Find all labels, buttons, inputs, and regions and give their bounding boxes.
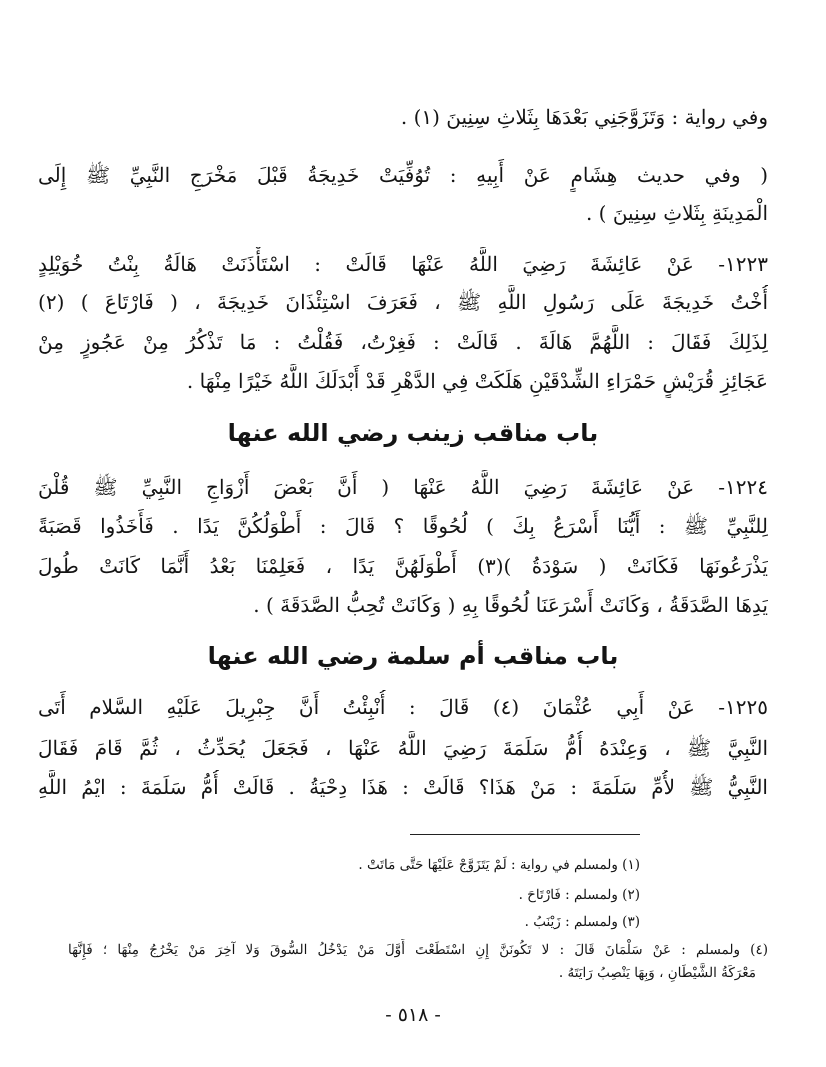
footnote-4-line-2: مَعْرَكَةُ الشَّيْطَانِ ، وَبِهَا يَنْصِبُ رَايَتَهُ . <box>558 965 756 981</box>
hadith-1224-line-3: يَذْرَعُونَهَا فَكَانَتْ ( سَوْدَةُ )(٣) أَطْوَلَهُنَّ يَدًا ، فَعَلِمْنَا بَعْدُ أَنَّمَا كَانَتْ طُولَ <box>38 554 768 578</box>
footnote-3: (٣) ولمسلم : زَيْنَبُ . <box>524 914 640 930</box>
footnote-4-line-1: (٤) ولمسلم : عَنْ سَلْمَانَ قَالَ : لا تَكُونَنَّ إِنِ اسْتَطَعْتَ أَوَّلَ مَنْ يَدْخُلُ السُّوقَ وَلا آخِرَ مَنْ يَخْرُجُ مِنْهَا ؛ فَإِنَّهَا <box>68 942 768 958</box>
hadith-1223-line-2: أُخْتُ خَدِيجَةَ عَلَى رَسُولِ اللَّهِ ﷺ ، فَعَرَفَ اسْتِئْذَانَ خَدِيجَةَ ، ( فَارْتَاعَ ) (٢) <box>38 290 768 314</box>
hadith-1224-line-4: يَدِهَا الصَّدَقَةُ ، وَكَانَتْ أَسْرَعَنَا لُحُوقًا بِهِ ( وَكَانَتْ تُحِبُّ الصَّدَقَةَ ) . <box>253 593 768 617</box>
chapter-heading-zainab: باب مناقب زينب رضي الله عنها <box>227 419 599 447</box>
hadith-1225-line-1: ١٢٢٥- عَنْ أَبِي عُثْمَانَ (٤) قَالَ : أُنْبِئْتُ أَنَّ جِبْرِيلَ عَلَيْهِ السَّلام أَتَى <box>38 695 768 719</box>
footnote-1: (١) ولمسلم في رواية : لَمْ يَتَزَوَّجْ عَلَيْهَا حَتَّى مَاتَتْ . <box>358 857 640 873</box>
hisham-line-2: الْمَدِينَةِ بِثَلاثِ سِنِينَ ) . <box>585 201 768 225</box>
chapter-heading-umm-salama: باب مناقب أم سلمة رضي الله عنها <box>207 642 619 670</box>
footnote-separator <box>410 834 640 835</box>
hadith-1223-line-3: لِذَلِكَ فَقَالَ : اللَّهُمَّ هَالَةَ . قَالَتْ : فَغِرْتُ، فَقُلْتُ : مَا تَذْكُرُ مِنْ عَجُوزٍ مِنْ <box>38 330 768 354</box>
hadith-1225-line-3: النَّبِيُّ ﷺ لأُمِّ سَلَمَةَ : مَنْ هَذَا؟ قَالَتْ : هَذَا دِحْيَةُ . قَالَتْ أُمُّ سَلَمَةَ : ايْمُ اللَّهِ <box>38 775 768 799</box>
hadith-1225-line-2: النَّبِيَّ ﷺ ، وَعِنْدَهُ أُمُّ سَلَمَةَ رَضِيَ اللَّهُ عَنْهَا ، فَجَعَلَ يُحَدِّثُ ، ثُمَّ قَامَ فَقَالَ <box>38 736 768 760</box>
hadith-1223-line-4: عَجَائِزِ قُرَيْشٍ حَمْرَاءِ الشِّدْقَيْنِ هَلَكَتْ فِي الدَّهْرِ قَدْ أَبْدَلَكَ اللَّهُ خَيْرًا مِنْهَا . <box>186 369 768 393</box>
footnote-2: (٢) ولمسلم : فَارْتَاحَ . <box>518 887 640 903</box>
page-number: - ٥١٨ - <box>385 1004 441 1026</box>
hisham-line-1: ( وفي حديث هِشَامٍ عَنْ أَبِيهِ : تُوُفِّيَتْ خَدِيجَةُ قَبْلَ مَخْرَجِ النَّبِيِّ ﷺ إِلَى <box>38 163 768 187</box>
hadith-1223-line-1: ١٢٢٣- عَنْ عَائِشَةَ رَضِيَ اللَّهُ عَنْهَا قَالَتْ : اسْتَأْذَنَتْ هَالَةُ بِنْتُ خُوَيْلِدٍ <box>38 252 768 276</box>
riwaya-line: وفي رواية : وَتَزَوَّجَنِي بَعْدَهَا بِثَلاثِ سِنِينَ (١) . <box>400 105 768 129</box>
hadith-1224-line-2: لِلنَّبِيِّ ﷺ : أَيُّنَا أَسْرَعُ بِكَ ) لُحُوقًا ؟ قَالَ : أَطْوَلُكُنَّ يَدًا . فَأَخَذُوا قَصَبَةً <box>38 514 768 538</box>
hadith-1224-line-1: ١٢٢٤- عَنْ عَائِشَةَ رَضِيَ اللَّهُ عَنْهَا ( أَنَّ بَعْضَ أَزْوَاجِ النَّبِيِّ ﷺ قُلْنَ <box>38 475 768 499</box>
